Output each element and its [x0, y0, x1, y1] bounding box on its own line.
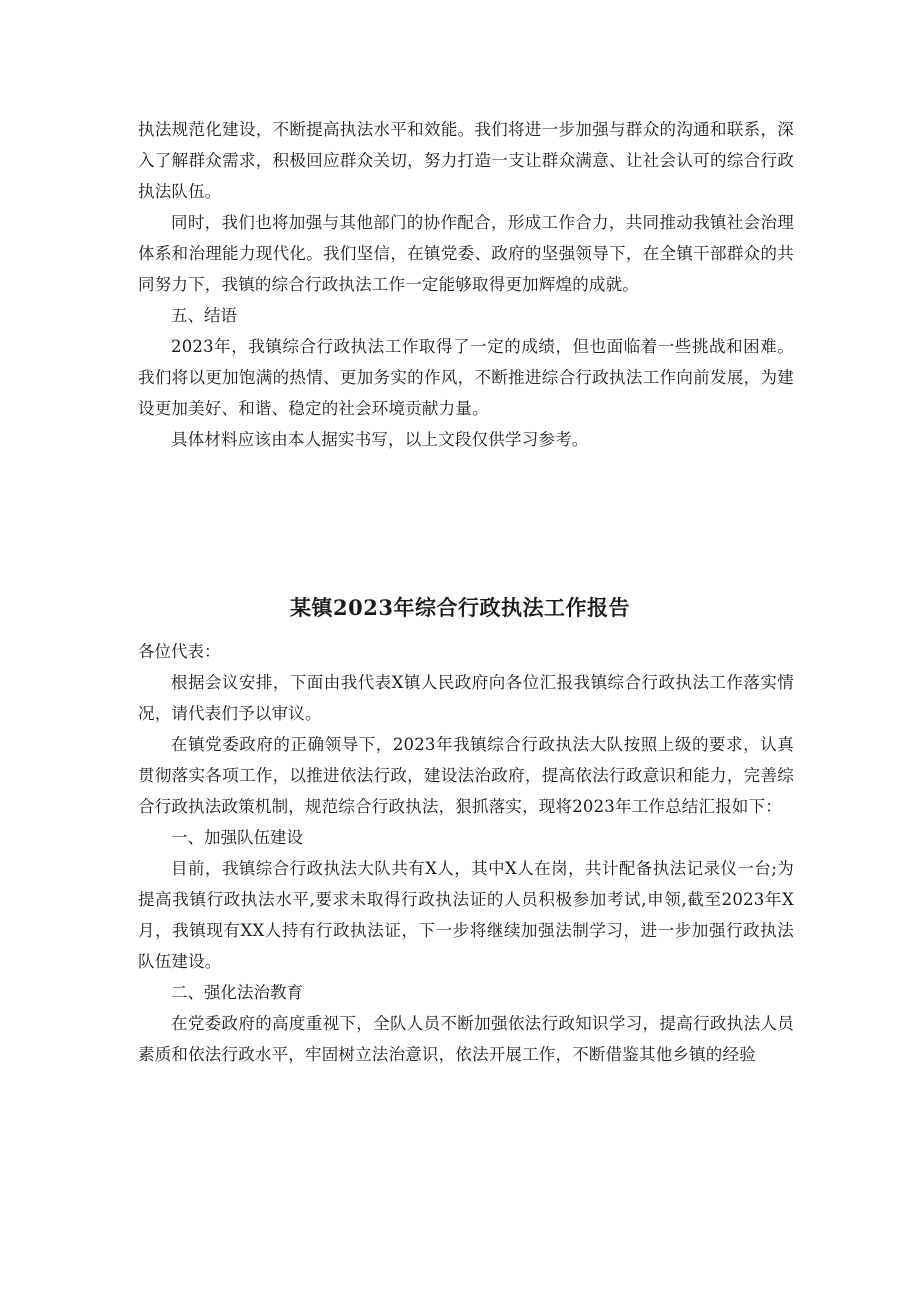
section-1-heading: 一、加强队伍建设: [171, 828, 303, 847]
report-title: 某镇2023年综合行政执法工作报告: [290, 595, 630, 620]
upper-section: [138, 114, 794, 455]
conclusion-paragraph: 2023年，我镇综合行政执法工作取得了一定的成绩，但也面临着一些挑战和困难。我们将以更加饱满的热情、更加务实的作风，不断推进综合行政执法工作向前发展，为建设更加美好、和谐、稳定的社会环境贡献力量。: [138, 337, 794, 418]
salutation: 各位代表：: [138, 642, 221, 661]
cooperation-paragraph: 同时，我们也将加强与其他部门的协作配合，形成工作合力，共同推动我镇社会治理体系和治理能力现代化。我们坚信，在镇党委、政府的坚强领导下，在全镇干部群众的共同努力下，我镇的综合行政执法工作一定能够取得更加辉煌的成就。: [138, 213, 794, 294]
section-2-heading: 二、强化法治教育: [171, 983, 303, 1002]
continued-paragraph: 执法规范化建设，不断提高执法水平和效能。我们将进一步加强与群众的沟通和联系，深入了解群众需求，积极回应群众关切，努力打造一支让群众满意、让社会认可的综合行政执法队伍。: [138, 120, 794, 201]
intro-paragraph-2: 在镇党委政府的正确领导下，2023年我镇综合行政执法大队按照上级的要求，认真贯彻落实各项工作，以推进依法行政，建设法治政府，提高依法行政意识和能力，完善综合行政执法政策机制，规范综合行政执法，狠抓落实，现将2023年工作总结汇报如下：: [138, 735, 794, 816]
reference-note: 具体材料应该由本人据实书写，以上文段仅供学习参考。: [171, 430, 589, 449]
intro-paragraph-1: 根据会议安排，下面由我代表X镇人民政府向各位汇报我镇综合行政执法工作落实情况，请代表们予以审议。: [138, 673, 794, 723]
section-1-paragraph: 目前，我镇综合行政执法大队共有X人，其中X人在岗，共计配备执法记录仪一台;为提高我镇行政执法水平,要求未取得行政执法证的人员积极参加考试,申领,截至2023年X月，我镇现有XX人持有行政执法证，下一步将继续加强法制学习，进一步加强行政执法队伍建设。: [138, 859, 794, 971]
conclusion-heading: 五、结语: [171, 306, 237, 325]
section-2-paragraph: 在党委政府的高度重视下，全队人员不断加强依法行政知识学习，提高行政执法人员素质和依法行政水平，牢固树立法治意识，依法开展工作，不断借鉴其他乡镇的经验: [138, 1014, 794, 1064]
report-body: [138, 636, 794, 1070]
